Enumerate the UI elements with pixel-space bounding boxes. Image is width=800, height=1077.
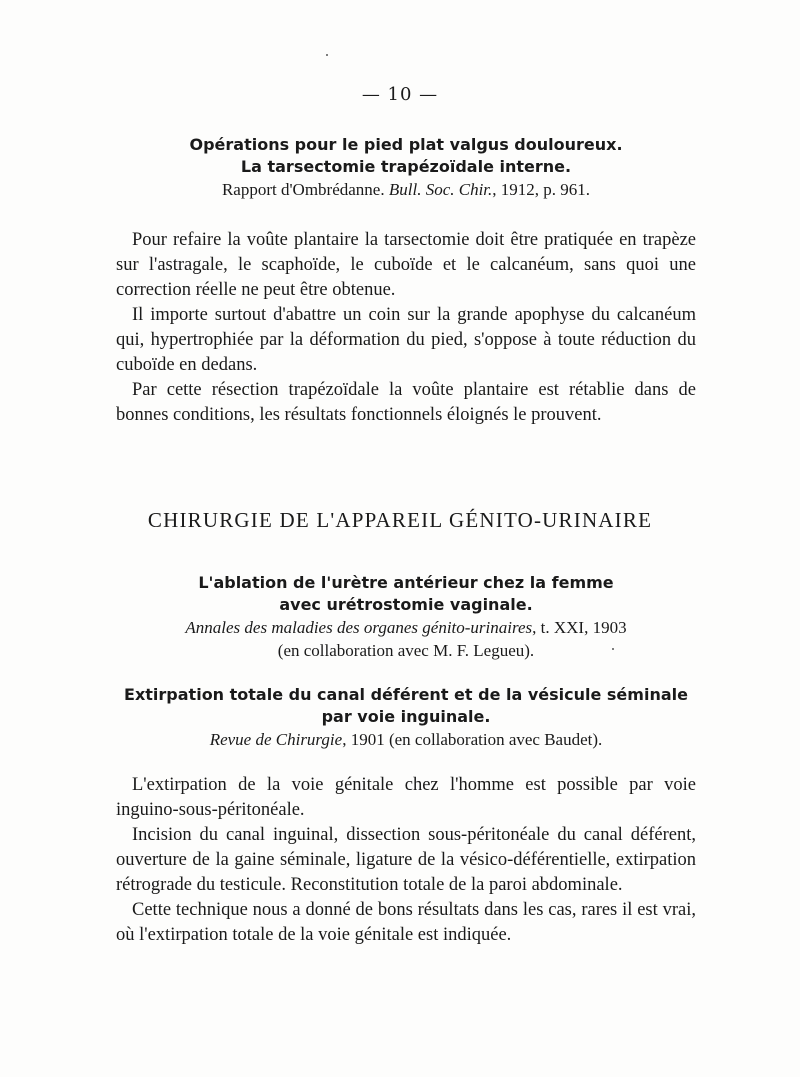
entry-reference bbox=[116, 728, 696, 751]
page-number: — 10 — bbox=[361, 84, 439, 105]
ref-journal: Annales des maladies des organes génito-urinaires bbox=[185, 618, 533, 637]
paragraph: Incision du canal inguinal, dissection sous-péritonéale du canal déférent, ouverture de la gaine séminale, ligature de la vésico-déférentielle, extirpation rétrograde du testicule. Reconstitution totale de la paroi abdominale. bbox=[116, 825, 696, 895]
entry-reference bbox=[116, 616, 696, 639]
print-speck bbox=[326, 54, 328, 56]
print-speck bbox=[612, 648, 614, 650]
ref-journal: Revue de Chirurgie bbox=[209, 730, 343, 749]
section-heading: CHIRURGIE DE L'APPAREIL GÉNITO-URINAIRE bbox=[147, 508, 653, 532]
entry-pied-plat bbox=[116, 134, 696, 201]
paragraph: L'extirpation de la voie génitale chez l'homme est possible par voie inguino-sous-péritonéale. bbox=[116, 775, 696, 820]
ref-suffix: , 1912, p. 961. bbox=[492, 180, 591, 199]
entry-title-line1: Extirpation totale du canal déférent et de la vésicule séminale bbox=[124, 685, 688, 704]
ref-suffix: , 1901 (en collaboration avec Baudet). bbox=[342, 730, 603, 749]
entry-title-line2: avec urétrostomie vaginale. bbox=[279, 595, 533, 614]
entry-reference-line2: (en collaboration avec M. F. Legueu). bbox=[277, 641, 535, 660]
entry-title-line2: La tarsectomie trapézoïdale interne. bbox=[240, 157, 572, 176]
body-text-1 bbox=[116, 228, 696, 428]
paragraph: Par cette résection trapézoïdale la voûte plantaire est rétablie dans de bonnes conditions, les résultats fonctionnels éloignés le prouvent. bbox=[116, 380, 696, 425]
ref-suffix: , t. XXI, 1903 bbox=[532, 618, 627, 637]
entry-reference bbox=[116, 178, 696, 201]
entry-canal-deferent bbox=[116, 684, 696, 751]
paragraph: Pour refaire la voûte plantaire la tarsectomie doit être pratiquée en trapèze sur l'astragale, le scaphoïde, le cuboïde et le calcanéum, sans quoi une correction réelle ne peut être obtenue. bbox=[116, 230, 696, 300]
ref-journal: Bull. Soc. Chir. bbox=[388, 180, 493, 199]
paragraph: Cette technique nous a donné de bons résultats dans les cas, rares il est vrai, où l'extirpation totale de la voie génitale est indiquée. bbox=[116, 900, 696, 945]
entry-title-line2: par voie inguinale. bbox=[321, 707, 491, 726]
entry-uretre bbox=[116, 572, 696, 662]
entry-title-line1: L'ablation de l'urètre antérieur chez la femme bbox=[198, 573, 614, 592]
paragraph: Il importe surtout d'abattre un coin sur la grande apophyse du calcanéum qui, hypertrophiée par la déformation du pied, s'oppose à toute réduction du cuboïde en dedans. bbox=[116, 305, 696, 375]
body-text-3 bbox=[116, 773, 696, 948]
ref-prefix: Rapport d'Ombrédanne. bbox=[221, 180, 389, 199]
entry-title-line1: Opérations pour le pied plat valgus douloureux. bbox=[189, 135, 623, 154]
